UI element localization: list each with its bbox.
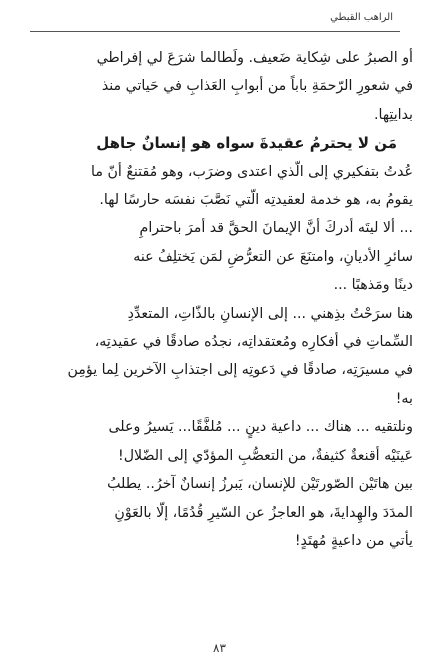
text-line: بين هاتَيْن الصّورتَيْن للإنسان، يَبرزُ إنسانٌ آخرُ.. يطلبُ [107,476,413,493]
text-line: عُدتُ بتفكيري إلى الّذي اعتدى وضرَب، وهو مُقتنعٌ أنّ ما [91,163,413,180]
text-line: دينًا ومَذهبًا ... [333,277,413,294]
text-line: يأتي من داعيةٍ مُهتَدٍ! [294,532,413,549]
header-rule [30,31,400,32]
text-line: ... ألا ليتَه أدركَ أنَّ الإيمانَ الحقَّ قد أمرَ باحترامِ [139,220,413,237]
page-number: ٨٣ [213,641,226,655]
text-line: يقومُ به، هو خدمة لعقيدتِه الّتي نَصَّبَ نفسَه حارسًا لها. [99,192,413,209]
section-heading: مَن لا يحترمُ عقيدةَ سواه هو إنسانٌ جاهل [96,134,397,153]
text-line: السِّماتِ في أفكارِه ومُعتقداتِه، نجدُه صادقًا في عقيدتِه، [94,334,413,351]
text-line: بدايتِها. [374,106,413,123]
text-line: في شعورِ الرّحمَةِ باباً من أبوابِ العَذابِ في حَياتي منذ [101,78,413,95]
text-line: المدَدَ والهِدايةَ، هو العاجزُ عن السّيرِ قُدُمًا، إلّا بالعَوْنِ [114,504,413,521]
text-line: ونلتقيه ... هناك ... داعية دينٍ ... مُلفَّقًا... يَسيرُ وعلى [108,419,413,436]
text-line: هنا سرَحْتُ بذِهني ... إلى الإنسانِ بالذّاتِ، المتعدِّدِ [127,305,413,322]
running-head: الراهب القبطي [330,12,393,23]
text-line: أو الصبرُ على شِكاية ضَعيف. ولَطالما شرَعَ لي إفراطي [96,50,413,66]
text-line: عَينَيْه أقنعةٌ كثيفةٌ، من التعصُّبِ المؤدّي إلى الضّلال! [118,447,413,464]
body-text [26,44,413,555]
text-line: في مسيرَتِه، صادقًا في دَعوتِه إلى اجتذابِ الآخرين لِما يؤمِن [67,362,413,379]
text-line: سائرِ الأديانِ، وامتنَعَ عن التعرُّضِ لمَن يَختلِفُ عنه [133,248,413,265]
text-line: به! [395,390,413,407]
